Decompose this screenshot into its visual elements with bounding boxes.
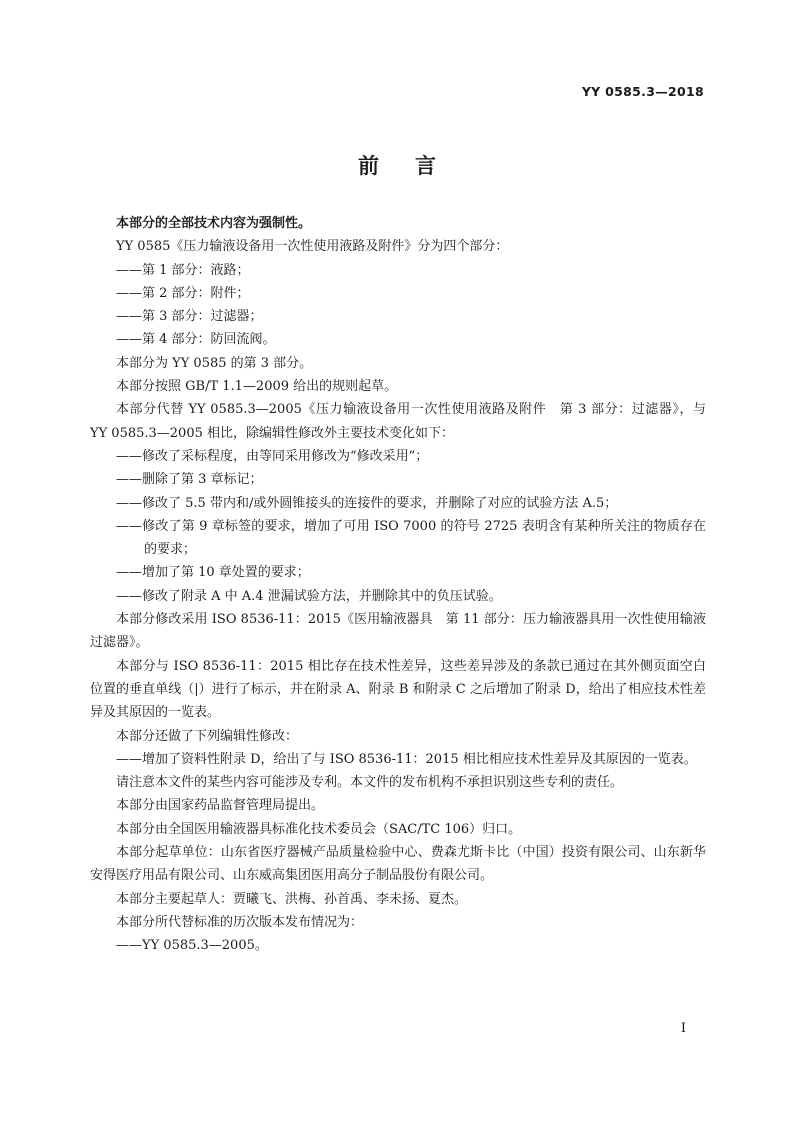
list-item: ——第 2 部分：附件； <box>116 285 250 301</box>
foreword-body <box>90 212 706 958</box>
list-item: ——第 4 部分：防回流阀。 <box>116 332 276 348</box>
page-number: I <box>680 1021 686 1036</box>
paragraph: YY 0585《压力输液设备用一次性使用液路及附件》分为四个部分： <box>116 239 509 255</box>
list-item: ——YY 0585.3—2005。 <box>116 938 268 954</box>
paragraph: 本部分与 ISO 8536-11：2015 相比存在技术性差异，这些差异涉及的条款已通过在其外侧页面空白位置的垂直单线（|）进行了标示，并在附录 A、附录 B 和附录 C 之后增加了附录 D，给出了相应技术性差异及其原因的一览表。 <box>90 658 706 721</box>
paragraph: 请注意本文件的某些内容可能涉及专利。本文件的发布机构不承担识别这些专利的责任。 <box>116 775 624 791</box>
list-item: ——第 3 部分：过滤器； <box>116 309 263 325</box>
list-item: ——修改了第 9 章标签的要求，增加了可用 ISO 7000 的符号 2725 表明含有某种所关注的物质存在的要求； <box>116 518 706 558</box>
list-item: ——增加了资料性附录 D，给出了与 ISO 8536-11：2015 相比相应技术性差异及其原因的一览表。 <box>116 751 697 767</box>
paragraph: 本部分所代替标准的历次版本发布情况为： <box>116 914 364 930</box>
list-item: ——修改了附录 A 中 A.4 泄漏试验方法，并删除其中的负压试验。 <box>116 588 502 604</box>
paragraph: 本部分由全国医用输液器具标准化技术委员会（SAC/TC 106）归口。 <box>116 821 522 837</box>
mandatory-statement: 本部分的全部技术内容为强制性。 <box>116 216 312 231</box>
list-item: ——第 1 部分：液路； <box>116 262 250 278</box>
list-item: ——修改了采标程度，由等同采用修改为“修改采用”； <box>116 448 429 464</box>
paragraph: 本部分主要起草人：贾曦飞、洪梅、孙首禹、李未扬、夏杰。 <box>116 891 468 907</box>
list-item: ——增加了第 10 章处置的要求； <box>116 565 310 581</box>
paragraph: 本部分还做了下列编辑性修改： <box>116 728 299 744</box>
list-item: ——删除了第 3 章标记； <box>116 472 263 488</box>
list-item: ——修改了 5.5 带内和/或外圆锥接头的连接件的要求，并删除了对应的试验方法 A.5； <box>116 495 618 511</box>
standard-code: YY 0585.3—2018 <box>581 84 704 99</box>
paragraph: 本部分由国家药品监督管理局提出。 <box>116 798 325 814</box>
paragraph: 本部分修改采用 ISO 8536-11：2015《医用输液器具 第 11 部分：压力输液器具用一次性使用输液过滤器》。 <box>90 612 706 651</box>
paragraph: 本部分起草单位：山东省医疗器械产品质量检验中心、费森尤斯卡比（中国）投资有限公司、山东新华安得医疗用品有限公司、山东威高集团医用高分子制品股份有限公司。 <box>90 845 706 884</box>
paragraph: 本部分代替 YY 0585.3—2005《压力输液设备用一次性使用液路及附件 第 3 部分：过滤器》，与 YY 0585.3—2005 相比，除编辑性修改外主要技术变化如下： <box>90 402 706 441</box>
paragraph: 本部分按照 GB/T 1.1—2009 给出的规则起草。 <box>116 379 398 395</box>
page-title: 前言 <box>358 154 472 178</box>
paragraph: 本部分为 YY 0585 的第 3 部分。 <box>116 355 313 371</box>
